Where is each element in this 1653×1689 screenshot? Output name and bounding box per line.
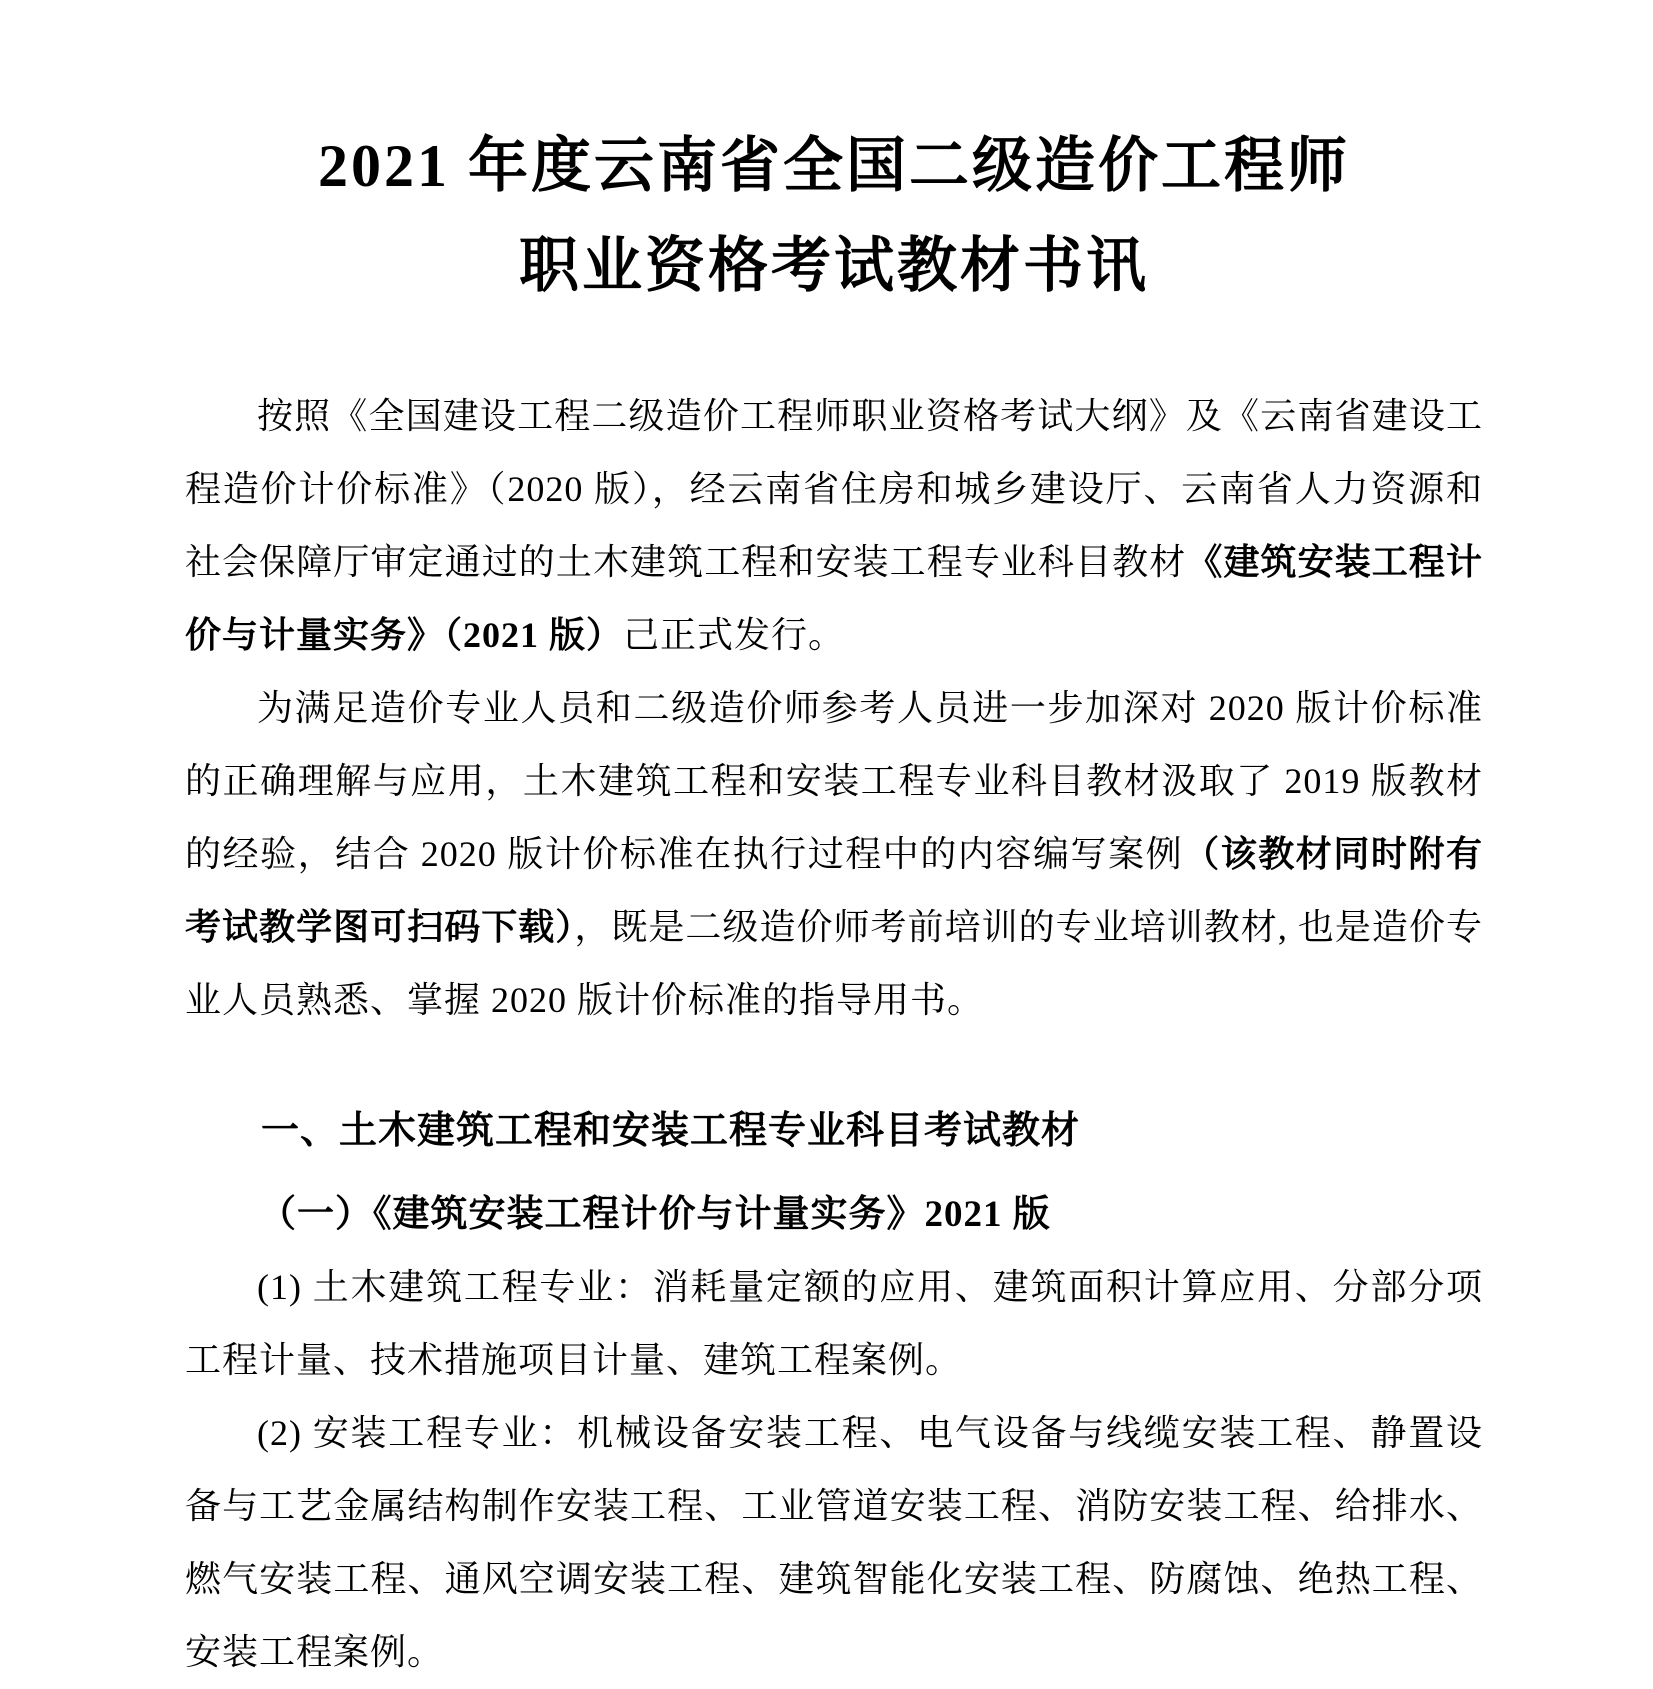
text-run: (2) 安装工程专业：机械设备安装工程、电气设备与线缆安装工程、静置设备与工艺金属结构制作安装工程、工业管道安装工程、消防安装工程、给排水、燃气安装工程、通风空调安装工程、建筑智能化安装工程、防腐蚀、绝热工程、安装工程案例。 xyxy=(185,1413,1483,1672)
list-item-installation-engineering xyxy=(185,1397,1483,1689)
title-line-2: 职业资格考试教材书讯 xyxy=(519,233,1149,299)
title-line-1: 2021 年度云南省全国二级造价工程师 xyxy=(318,133,1350,199)
paragraph-intro xyxy=(185,380,1483,672)
text-run: ，既是二级造价师考前培训的专业培训教材, 也是造价专业人员熟悉、掌握 2020 版计价标准的指导用书。 xyxy=(185,907,1483,1020)
bold-text-run: （该教材同时附有考试教学图可扫码下载） xyxy=(185,834,1483,947)
text-run: (1) 土木建筑工程专业：消耗量定额的应用、建筑面积计算应用、分部分项工程计量、技术措施项目计量、建筑工程案例。 xyxy=(185,1267,1483,1380)
text-run: 为满足造价专业人员和二级造价师参考人员进一步加深对 2020 版计价标准的正确理解与应用，土木建筑工程和安装工程专业科目教材汲取了 2019 版教材的经验，结合 2020 版计价标准在执行过程中的内容编写案例 xyxy=(185,688,1483,874)
text-run: 按照《全国建设工程二级造价工程师职业资格考试大纲》及《云南省建设工程造价计价标准》（2020 版），经云南省住房和城乡建设厅、云南省人力资源和社会保障厅审定通过的土木建筑工程和安装工程专业科目教材 xyxy=(185,396,1483,582)
subsection-heading: （一）《建筑安装工程计价与计量实务》2021 版 xyxy=(259,1194,1051,1235)
section-heading: 一、土木建筑工程和安装工程专业科目考试教材 xyxy=(261,1110,1081,1152)
paragraph-purpose xyxy=(185,672,1483,1037)
subject-list xyxy=(185,1251,1483,1689)
bold-text-run: 《建筑安装工程计价与计量实务》（2021 版） xyxy=(185,542,1483,655)
document-title xyxy=(185,116,1483,316)
list-item-civil-engineering xyxy=(185,1251,1483,1397)
text-run: 己正式发行。 xyxy=(623,615,846,655)
